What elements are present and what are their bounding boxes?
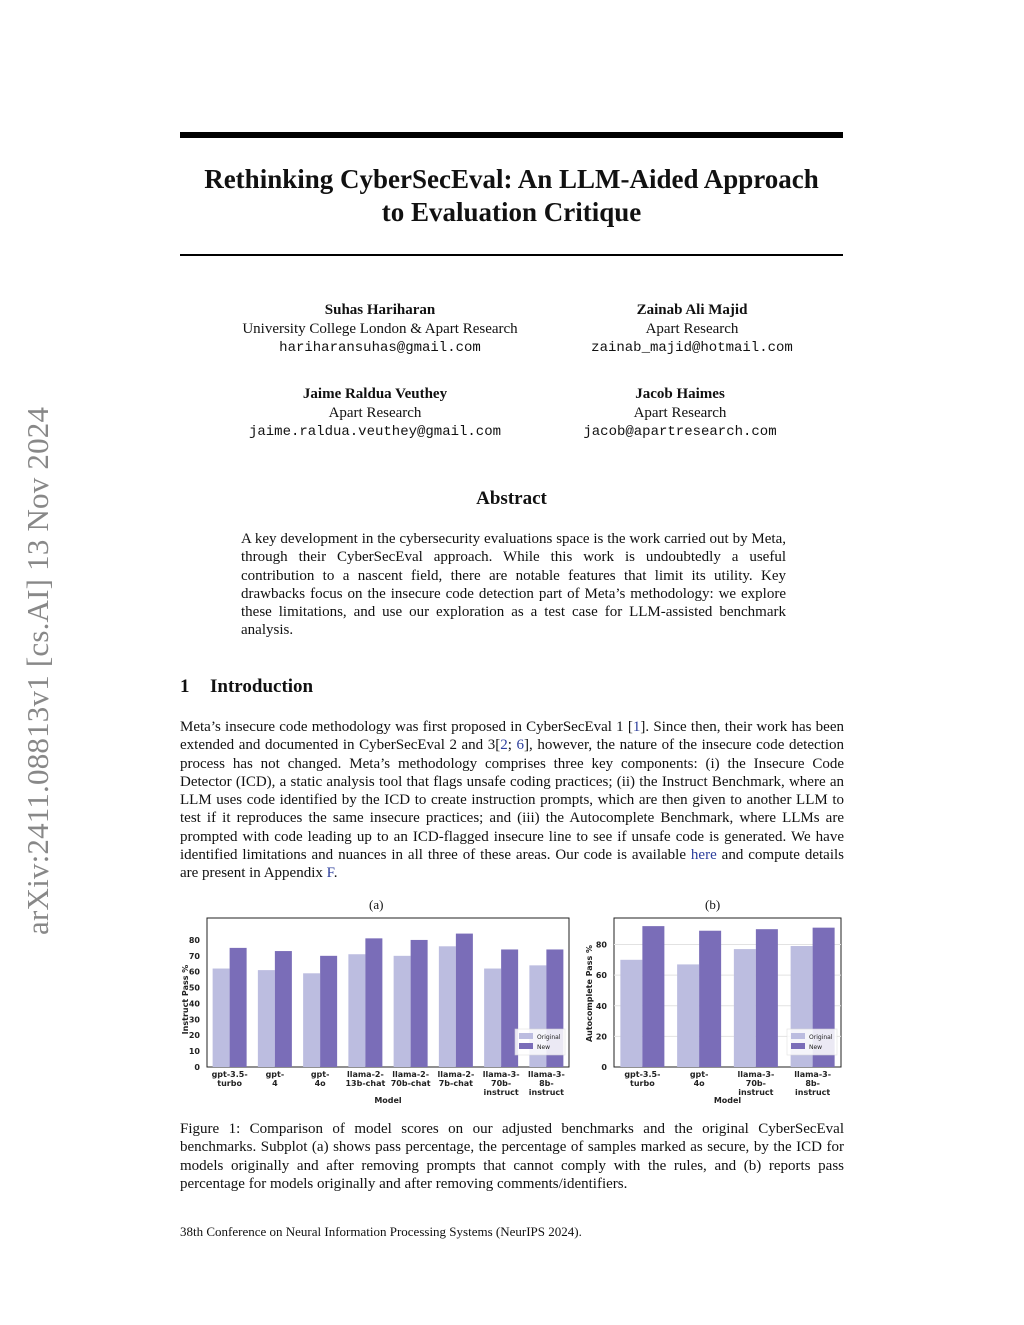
x-tick-label: llama-2- <box>437 1070 475 1079</box>
x-tick-label: 4o <box>314 1079 326 1088</box>
x-tick-label: llama-3- <box>737 1070 775 1079</box>
subplot-label-b: (b) <box>705 897 721 912</box>
x-tick-label: gpt- <box>689 1070 709 1079</box>
legend-box <box>515 1029 565 1055</box>
x-tick-label: llama-2- <box>346 1070 384 1079</box>
intro-text: Meta’s insecure code methodology was first proposed in CyberSecEval 1 [ <box>180 719 633 735</box>
y-tick-label: 0 <box>601 1063 607 1072</box>
x-tick-label: gpt-3.5- <box>624 1070 661 1079</box>
x-tick-label: 70b-chat <box>390 1079 431 1088</box>
y-tick-label: 40 <box>188 999 200 1009</box>
x-tick-label: llama-3- <box>794 1070 832 1079</box>
x-tick-label: 7b-chat <box>438 1079 474 1088</box>
bar-new <box>230 948 247 1067</box>
intro-text: ], however, the nature of the insecure code detection process has not changed. Meta’s methodology comprises three key components: (i) the Insecure Code Detector (ICD), a static analysis tool that flags unsafe coding practices; (ii) the Instruct Benchmark, where an LLM uses code identified by the ICD to create instruction prompts, which are then given to another LLM to test if it reproduces the same insecure practices; and (iii) the Autocomplete Benchmark, where LLMs are prompted with code leading up to an ICD-flagged insecure line to see if unsafe code is generated. We have identified limitations and nuances in all three of these areas. Our code is available <box>180 737 845 864</box>
title-top-rule <box>180 132 843 138</box>
author-block <box>562 385 798 442</box>
author-name: Jaime Raldua Veuthey <box>302 386 448 402</box>
author-affiliation: Apart Research <box>328 405 422 421</box>
bar-new <box>699 931 721 1067</box>
x-axis-label: Model <box>713 1096 742 1105</box>
appendix-link[interactable]: F <box>326 865 334 882</box>
legend-label: New <box>537 1044 551 1051</box>
x-tick-label: instruct <box>738 1088 774 1097</box>
x-tick-label: llama-3- <box>482 1070 520 1079</box>
bar-original <box>677 964 699 1067</box>
x-tick-label: 70b- <box>491 1079 512 1088</box>
x-tick-label: 8b- <box>805 1079 820 1088</box>
author-name: Suhas Hariharan <box>324 302 436 318</box>
bar-new <box>456 934 473 1067</box>
x-tick-label: llama-2- <box>392 1070 430 1079</box>
author-email[interactable]: jacob@apartresearch.com <box>583 424 777 440</box>
intro-paragraph <box>180 718 844 883</box>
bar-original <box>303 973 320 1067</box>
citation-link[interactable]: 2 <box>500 737 508 754</box>
abstract-heading: Abstract <box>476 488 547 509</box>
author-name: Jacob Haimes <box>635 386 725 402</box>
x-tick-label: gpt-3.5- <box>211 1070 248 1079</box>
chart-a <box>176 912 576 1112</box>
section-heading <box>180 676 313 698</box>
legend-swatch <box>519 1033 533 1039</box>
figure-caption: Figure 1: Comparison of model scores on our adjusted benchmarks and the original CyberSecEval benchmarks. Subplot (a) shows pass percentage, the percentage of samples marked as secure, by the ICD for models originally and after removing prompts that cannot comply with the rules, and (b) reports pass percentage for models originally and after removing comments/identifiers. <box>180 1121 844 1192</box>
bar-new <box>275 951 292 1067</box>
x-axis-label: Model <box>374 1096 402 1105</box>
code-link[interactable]: here <box>690 847 717 864</box>
title-line-1: Rethinking CyberSecEval: An LLM-Aided Approach <box>204 164 819 194</box>
y-tick-label: 0 <box>194 1063 200 1072</box>
intro-text: ]. Since then, their work has been extended and documented in CyberSecEval 2 and 3[ <box>180 719 844 754</box>
y-axis-label: Instruct Pass % <box>181 964 190 1035</box>
x-tick-label: instruct <box>483 1088 519 1097</box>
legend-label: Original <box>809 1034 833 1041</box>
x-tick-label: instruct <box>528 1088 564 1097</box>
author-block <box>200 301 560 358</box>
legend-swatch <box>791 1043 805 1049</box>
x-tick-label: 8b- <box>539 1079 554 1088</box>
bar-original <box>734 949 756 1067</box>
author-name: Zainab Ali Majid <box>636 302 748 318</box>
title-bottom-rule <box>180 254 843 256</box>
bar-original <box>394 956 411 1067</box>
bar-new <box>756 929 778 1067</box>
legend-label: New <box>809 1044 823 1051</box>
bar-new <box>411 940 428 1067</box>
x-tick-label: instruct <box>795 1088 831 1097</box>
bar-new <box>642 926 664 1067</box>
title-line-2: to Evaluation Critique <box>381 197 642 227</box>
bar-new <box>320 956 337 1067</box>
x-tick-label: 4 <box>272 1079 278 1088</box>
author-email[interactable]: jaime.raldua.veuthey@gmail.com <box>248 424 502 440</box>
y-tick-label: 30 <box>188 1015 200 1025</box>
legend-swatch <box>791 1033 805 1039</box>
x-tick-label: turbo <box>217 1079 242 1088</box>
bar-new <box>365 938 382 1067</box>
bar-original <box>439 946 456 1067</box>
author-email[interactable]: hariharansuhas@gmail.com <box>279 340 481 356</box>
intro-text: and compute details are present in Appendix <box>180 847 844 882</box>
bar-original <box>620 960 642 1067</box>
author-email[interactable]: zainab_majid@hotmail.com <box>591 340 793 356</box>
y-tick-label: 60 <box>595 971 607 981</box>
conference-footnote: 38th Conference on Neural Information Processing Systems (NeurIPS 2024). <box>180 1224 582 1239</box>
y-tick-label: 50 <box>188 983 200 993</box>
citation-link[interactable]: 6 <box>516 737 524 754</box>
y-tick-label: 80 <box>595 940 607 950</box>
bar-original <box>213 969 230 1067</box>
citation-link[interactable]: 1 <box>632 719 641 735</box>
arxiv-identifier: arXiv:2411.08813v1 [cs.AI] 13 Nov 2024 <box>20 406 55 935</box>
author-affiliation: Apart Research <box>645 321 739 337</box>
x-tick-label: turbo <box>630 1079 655 1088</box>
y-tick-label: 20 <box>595 1032 607 1042</box>
y-tick-label: 10 <box>188 1047 200 1057</box>
x-tick-label: gpt- <box>265 1070 285 1079</box>
chart-b <box>580 912 848 1112</box>
section-number: 1 <box>180 676 190 697</box>
bar-original <box>484 969 501 1067</box>
x-tick-label: gpt- <box>310 1070 330 1079</box>
legend-label: Original <box>537 1034 561 1041</box>
subplot-label-a: (a) <box>369 897 384 912</box>
intro-text: . <box>333 865 338 882</box>
x-tick-label: llama-3- <box>527 1070 565 1079</box>
bar-original <box>258 970 275 1067</box>
y-tick-label: 70 <box>188 951 200 961</box>
section-title: Introduction <box>210 676 314 697</box>
y-tick-label: 40 <box>595 1001 607 1011</box>
y-axis-label: Autocomplete Pass % <box>585 944 594 1043</box>
y-tick-label: 60 <box>188 967 200 977</box>
x-tick-label: 13b-chat <box>345 1079 386 1088</box>
y-tick-label: 80 <box>188 935 200 945</box>
author-affiliation: Apart Research <box>633 405 727 421</box>
abstract-text: A key development in the cybersecurity evaluations space is the work carried out by Meta, through their CyberSecEval approach. While this work is undoubtedly a useful contribution to a nascent field, there are notable features that limit its utility. Key drawbacks focus on the insecure code detection part of Meta’s methodology: we explore these limitations, and use our exploration as a test case for LLM-assisted benchmark analysis. <box>241 531 786 639</box>
x-tick-label: 4o <box>693 1079 705 1088</box>
legend-swatch <box>519 1043 533 1049</box>
paper-title <box>180 163 843 229</box>
author-affiliation: University College London & Apart Research <box>242 321 518 337</box>
x-tick-label: 70b- <box>745 1079 766 1088</box>
bar-original <box>348 954 365 1067</box>
y-tick-label: 20 <box>188 1031 200 1041</box>
author-block <box>562 301 822 358</box>
legend-box <box>787 1029 837 1055</box>
author-block <box>200 385 550 442</box>
citation-separator: ; <box>507 737 517 754</box>
